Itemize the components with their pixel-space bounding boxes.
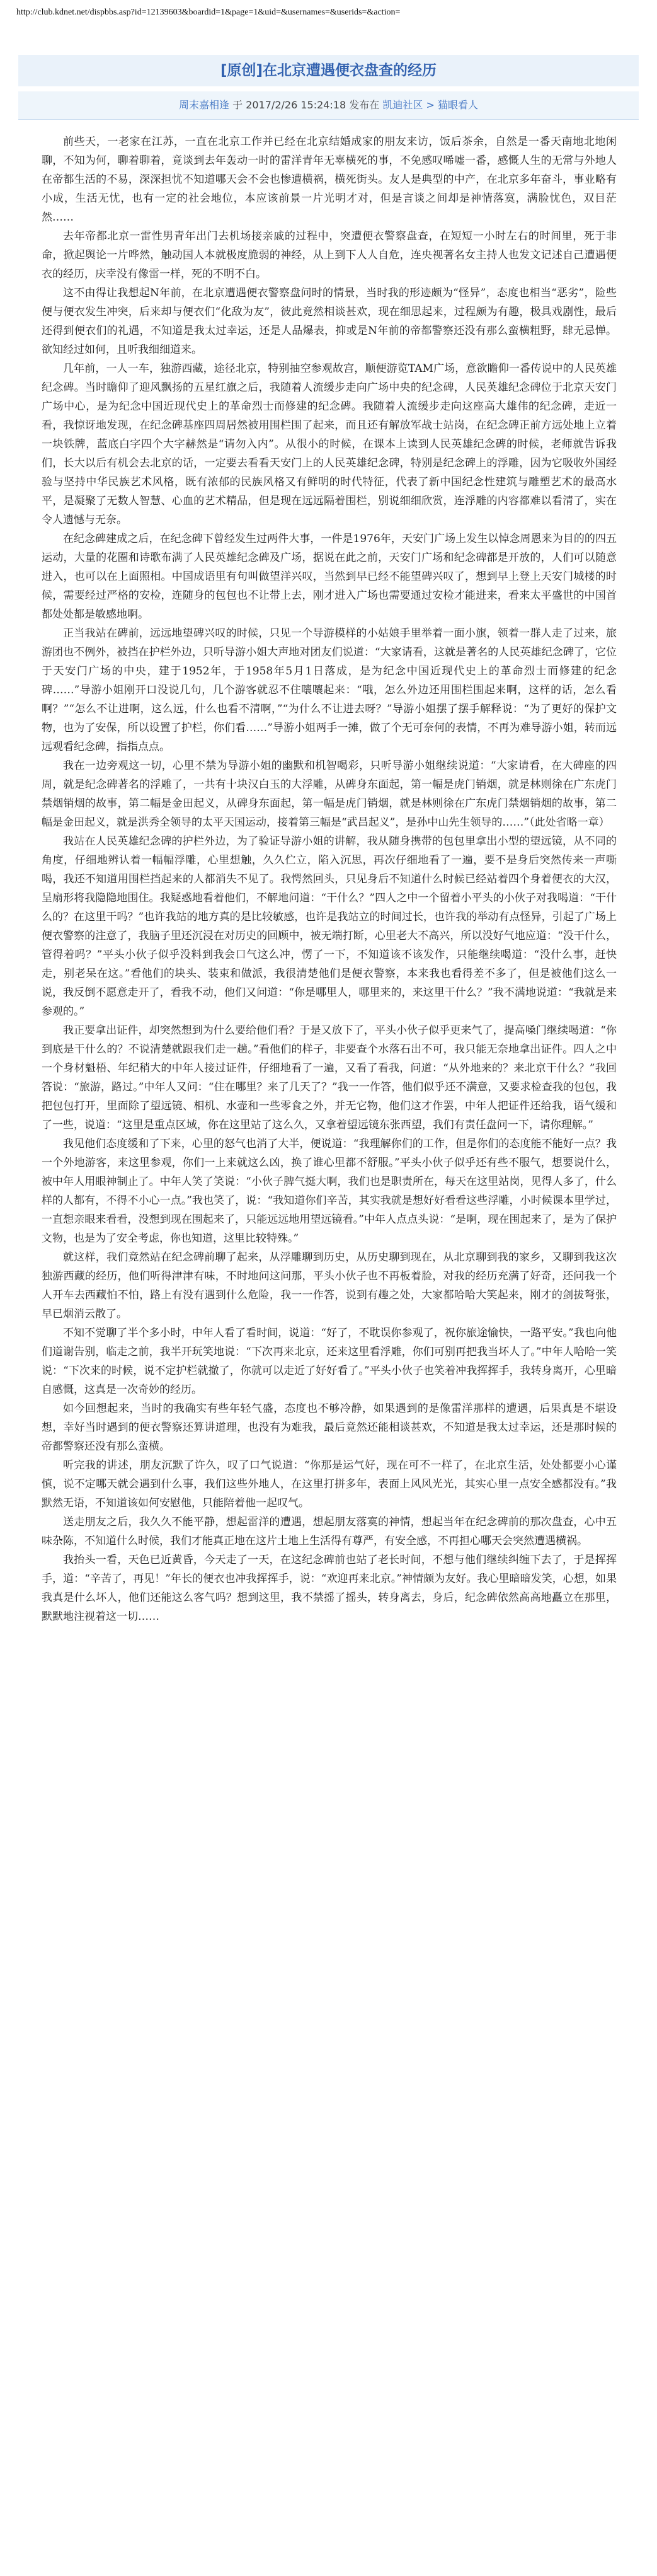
board-link[interactable]: 猫眼看人: [438, 99, 479, 111]
paragraph-15: 送走朋友之后，我久久不能平静，想起雷洋的遭遇，想起朋友落寞的神情，想起当年在纪念碑前的那次盘查，心中五味杂陈，不知道什么时候，我们才能真正地在这片土地上生活得有尊严，有安全感，不再担心哪天会突然遭遇横祸。: [42, 1516, 617, 1547]
paragraph-1: 前些天，一老家在江苏，一直在北京工作并已经在北京结婚成家的朋友来访，饭后茶余，自然是一番天南地北地闲聊，不知为何，聊着聊着，竟谈到去年轰动一时的雷洋青年无辜横死的事，不免感叹唏嘘一番，感慨人生的无常与外地人在帝都生活的不易，深深担忧不知道哪天会不会也惨遭横祸，横死街头。友人是典型的中产，在北京多年奋斗，事业略有小成，生活无忧，也有一定的社会地位，本应该前景一片光明才对，但是言谈之间却是神情落寞，满脸忧色，双目茫然……: [42, 136, 617, 224]
paragraph-9: 我正要拿出证件，却突然想到为什么要给他们看？于是又放下了，平头小伙子似乎更来气了，提高嗓门继续喝道：“你到底是干什么的？不说清楚就跟我们走一趟。”看他们的样子，非要查个水落石出不可，我只能无奈地拿出证件。四人之中一个身材魁梧、年纪稍大的中年人接过证件，仔细地看了一遍，又看了看我，问道：“从外地来的？来北京干什么？”我回答说：“旅游，路过。”中年人又问：“住在哪里？来了几天了？”我一一作答，他们似乎还不满意，又要求检查我的包包，我把包包打开，里面除了望远镜、相机、水壶和一些零食之外，并无它物，他们这才作罢，中年人把证件还给我，语气缓和了一些，说道：“这里是重点区域，你在这里站了这么久，又拿着望远镜东张西望，我们有责任盘问一下，请你理解。”: [42, 1024, 617, 1131]
paragraph-4: 几年前，一人一车，独游西藏，途径北京，特别抽空参观故宫，顺便游览TAM广场，意欲瞻仰一番传说中的人民英雄纪念碑。当时瞻仰了迎风飘扬的五星红旗之后，我随着人流缓步走向广场中央的纪念碑，人民英雄纪念碑位于北京天安门广场中心，是为纪念中国近现代史上的革命烈士而修建的纪念碑。我随着人流缓步走向这座高大雄伟的纪念碑，走近一看，我惊讶地发现，在纪念碑基座四周居然被用围栏围了起来，而且还有解放军战士站岗，在纪念碑正前方远处地上立着一块铁牌，蓝底白字四个大字赫然是“请勿入内”。从很小的时候，在课本上读到人民英雄纪念碑的时候，老师就告诉我们，长大以后有机会去北京的话，一定要去看看天安门上的人民英雄纪念碑，特别是纪念碑上的浮雕，因为它吸收外国经验与坚持中华民族艺术风格，既有浓郁的民族风格又有鲜明的时代特征，代表了新中国纪念性建筑与雕塑艺术的最高水平，是凝聚了无数人智慧、心血的艺术精品，但是现在远远隔着围栏，别说细细欣赏，连浮雕的内容都难以看清了，实在令人遗憾与无奈。: [42, 362, 617, 526]
paragraph-7: 我在一边旁观这一切，心里不禁为导游小姐的幽默和机智喝彩，只听导游小姐继续说道：“大家请看，在大碑座的四周，就是纪念碑著名的浮雕了，一共有十块汉白玉的大浮雕，从碑身东面起，第一幅是虎门销烟，就是林则徐在广东虎门禁烟销烟的故事，第二幅是金田起义，从碑身东面起，第一幅是虎门销烟，就是林则徐在广东虎门禁烟销烟的故事，第二幅是金田起义，就是洪秀全领导的太平天国运动，接着第三幅是“武昌起义”，是孙中山先生领导的……”（此处省略一章）: [42, 760, 617, 829]
url-bar[interactable]: http://club.kdnet.net/dispbbs.asp?id=12139603&boardid=1&page=1&uid=&usernames=&userids=&action=: [16, 8, 401, 17]
meta-posted-in: 发布在: [349, 99, 380, 111]
paragraph-13: 如今回想起来，当时的我确实有些年轻气盛，态度也不够冷静，如果遇到的是像雷洋那样的遭遇，后果真是不堪设想，幸好当时遇到的便衣警察还算讲道理，也没有为难我，最后竟然还能相谈甚欢，不知道是我太过幸运，还是那时候的帝都警察还没有那么蛮横。: [42, 1402, 617, 1453]
author-link[interactable]: 周末嘉相逢: [178, 99, 229, 111]
paragraph-10: 我见他们态度缓和了下来，心里的怒气也消了大半，便说道：“我理解你们的工作，但是你们的态度能不能好一点？我一个外地游客，来这里参观，你们一上来就这么凶，换了谁心里都不舒服。”平头小伙子似乎还有些不服气，想要说什么，被中年人用眼神制止了。中年人笑了笑说：“小伙子脾气挺大啊，我们也是职责所在，每天在这里站岗，见得人多了，什么样的人都有，不得不小心一点。”我也笑了，说：“我知道你们辛苦，其实我就是想好好看看这些浮雕，小时候课本里学过，一直想亲眼来看看，没想到现在围起来了，只能远远地用望远镜看。”中年人点点头说：“是啊，现在围起来了，是为了保护文物，也是为了安全考虑，你也知道，这里比较特殊。”: [42, 1138, 617, 1245]
paragraph-11: 就这样，我们竟然站在纪念碑前聊了起来，从浮雕聊到历史，从历史聊到现在，从北京聊到我的家乡，又聊到我这次独游西藏的经历，他们听得津津有味，不时地问这问那，平头小伙子也不再板着脸，对我的经历充满了好奇，还问我一个人开车去西藏怕不怕，路上有没有遇到什么危险，我一一作答，说到有趣之处，大家都哈哈大笑起来，刚才的剑拔弩张，早已烟消云散了。: [42, 1251, 617, 1320]
paragraph-5: 在纪念碑建成之后，在纪念碑下曾经发生过两件大事，一件是1976年，天安门广场上发生以悼念周恩来为目的的四五运动，大量的花圈和诗歌布满了人民英雄纪念碑及广场，据说在此之前，天安门广场和纪念碑都是开放的，人们可以随意进入，也可以在上面照相。中国成语里有句叫做望洋兴叹，当然到早已经不能望碑兴叹了，想到早上登上天安门城楼的时候，需要经过严格的安检，连随身的包包也不让带上去，刚才进入广场也需要通过安检才能进来，看来太平盛世的中国首都处处都是敏感地啊。: [42, 533, 617, 621]
article-body: [42, 120, 617, 1626]
post-title: [原创]在北京遭遇便衣盘查的经历: [18, 55, 639, 86]
paragraph-3: 这不由得让我想起N年前，在北京遭遇便衣警察盘问时的情景，当时我的形迹颇为“怪异”，态度也相当“恶劣”，险些便与便衣发生冲突，后来却与便衣们“化敌为友”，彼此竟然相谈甚欢，现在细思起来，过程颇为有趣，极具戏剧性，最后还得到便衣们的礼遇，不知道是我太过幸运，还是人品爆表，抑或是N年前的帝都警察还没有那么蛮横粗野，肆无忌惮。欲知经过如何，且听我细细道来。: [42, 287, 617, 356]
paragraph-6: 正当我站在碑前，远远地望碑兴叹的时候，只见一个导游模样的小姑娘手里举着一面小旗，领着一群人走了过来，旅游团也不例外，被挡在护栏外边，只听导游小姐大声地对团友们说道：“大家请看，这就是著名的人民英雄纪念碑了，它位于天安门广场的中央，建于1952年，于1958年5月1日落成，是为纪念中国近现代史上的革命烈士而修建的纪念碑……”导游小姐刚开口没说几句，几个游客就忍不住嚷嚷起来：“哦，怎么外边还用围栏围起来啊，这样的话，怎么看啊？”“怎么不让进啊，这么远，什么也看不清啊，”“为什么不让进去呀？”导游小姐摆了摆手解释说：“为了更好的保护文物，也为了安保，所以设置了护栏，你们看……”导游小姐两手一摊，做了个无可奈何的表情，不再为难导游小姐，转而远远观看纪念碑，指指点点。: [42, 627, 617, 753]
breadcrumb-separator: >: [426, 99, 435, 111]
post-meta: [18, 91, 639, 120]
post-datetime: 2017/2/26 15:24:18: [246, 99, 346, 111]
community-link[interactable]: 凯迪社区: [382, 99, 423, 111]
paragraph-2: 去年帝都北京一雷性男青年出门去机场接亲戚的过程中，突遭便衣警察盘查，在短短一小时左右的时间里，死于非命，掀起舆论一片哗然，触动国人本就极度脆弱的神经，从上到下人人自危，连央视著名女主持人也发文记述自己遭遇便衣的经历，庆幸没有像雷一样，死的不明不白。: [42, 230, 617, 280]
paragraph-12: 不知不觉聊了半个多小时，中年人看了看时间，说道：“好了，不耽误你参观了，祝你旅途愉快，一路平安。”我也向他们道谢告别，临走之前，我半开玩笑地说：“下次再来北京，还来这里看浮雕，你们可别再把我当坏人了。”中年人哈哈一笑说：“下次来的时候，说不定护栏就撤了，你就可以走近了好好看了。”平头小伙子也笑着冲我挥挥手，我转身离开，心里暗自感慨，这真是一次奇妙的经历。: [42, 1327, 617, 1396]
paragraph-8: 我站在人民英雄纪念碑的护栏外边，为了验证导游小姐的讲解，我从随身携带的包包里拿出小型的望远镜，从不同的角度，仔细地辨认着一幅幅浮雕，心里想触，久久伫立，陷入沉思，再次仔细地看了一遍，要不是身后突然传来一声嘶喝，我还不知道用围栏挡起来的人都消失不见了。我愕然回头，只见身后不知道什么时候已经站着四个身着便衣的大汉，呈扇形将我隐隐地围住。我疑惑地看着他们，不解地问道：“干什么？”四人之中一个留着小平头的小伙子对我喝道：“干什么的？在这里干吗？”也许我站的地方真的是比较敏感，也许是我站立的时间过长，也许我的举动有点怪异，引起了广场上便衣警察的注意了，我脑子里还沉浸在对历史的回顾中，被无端打断，心里老大不高兴，所以没好气地应道：“没干什么，管得着吗？”平头小伙子似乎没料到我会口气这么冲，愣了一下，不知道该不该发作，只能继续喝道：“没什么事，赶快走，别老呆在这。”看他们的块头、装束和做派，我很清楚他们是便衣警察，本来我也看得差不多了，但是被他们这么一说，我反倒不愿意走开了，看我不动，他们又问道：“你是哪里人，哪里来的，来这里干什么？”我不满地说道：“我就是来参观的。”: [42, 835, 617, 1018]
paragraph-16: 我抬头一看，天色已近黄昏，今天走了一天，在这纪念碑前也站了老长时间，不想与他们继续纠缠下去了，于是挥挥手，道：“辛苦了，再见！”年长的便衣也冲我挥挥手，说：“欢迎再来北京。”神情颇为友好。我心里暗暗发笑，心想，如果我真是什么坏人，他们还能这么客气吗？想到这里，我不禁摇了摇头，转身离去，身后，纪念碑依然高高地矗立在那里，默默地注视着这一切……: [42, 1554, 617, 1623]
meta-at: 于: [232, 99, 243, 111]
paragraph-14: 听完我的讲述，朋友沉默了许久，叹了口气说道：“你那是运气好，现在可不一样了，在北京生活，处处都要小心谨慎，说不定哪天就会遇到什么事，我们这些外地人，在这里打拼多年，表面上风风光光，其实心里一点安全感都没有。”我默然无语，不知道该如何安慰他，只能陪着他一起叹气。: [42, 1459, 617, 1510]
